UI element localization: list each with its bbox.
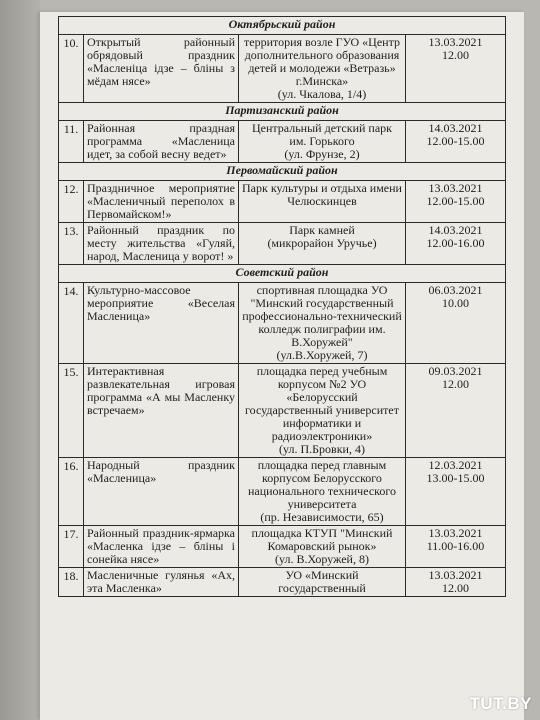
event-location-cell [239,526,406,568]
table-row [59,35,506,103]
event-name: Культурно-массовое мероприятие «Веселая Масленица» [84,283,239,364]
event-location: спортивная площадка УО "Минский государственный профессионально-технический колледж полиграфии им. В.Хоружей" [242,283,402,349]
event-name: Открытый районный обрядовый праздник «Масленіца ідзе – бліны з мёдам нясе» [84,35,239,103]
event-name: Районный праздник по месту жительства «Гуляй, народ, Масленица у ворот! » [84,223,239,265]
event-time: 12.00-15.00 [426,134,485,148]
event-address: (пр. Независимости, 65) [260,510,384,524]
district-title: Советский район [59,265,506,283]
district-title: Партизанский район [59,103,506,121]
event-time: 12.00-16.00 [426,236,485,250]
table-row [59,526,506,568]
event-name: Интерактивная развлекательная игровая программа «А мы Масленку встречаем» [84,364,239,458]
district-header-row [59,17,506,35]
district-header-row [59,163,506,181]
event-date: 13.03.2021 [428,181,483,195]
row-number: 18. [59,568,84,597]
table-row [59,121,506,163]
event-location-cell [239,568,406,597]
event-date: 13.03.2021 [428,35,483,49]
event-address: (ул. Фрунзе, 2) [284,147,360,161]
event-datetime-cell [406,181,506,223]
event-time: 13.00-15.00 [426,471,485,485]
event-time: 12.00 [442,377,469,391]
event-location: площадка перед учебным корпусом №2 УО «Белорусский государственный университет информатики и радиоэлектроники» [245,364,399,443]
event-location: площадка КТУП "Минский Комаровский рынок» [251,526,393,553]
event-address: (ул. В.Хоружей, 8) [275,552,369,566]
event-location-cell [239,364,406,458]
event-name: Праздничное мероприятие «Масленичный переполох в Первомайском!» [84,181,239,223]
event-address: (ул. Чкалова, 1/4) [277,87,367,101]
event-time: 12.00 [442,48,469,62]
event-time: 12.00-15.00 [426,194,485,208]
event-address: (ул.В.Хоружей, 7) [276,348,368,362]
event-location-cell [239,121,406,163]
table-row [59,223,506,265]
event-location: Парк камней [289,223,355,237]
row-number: 17. [59,526,84,568]
event-location-cell [239,181,406,223]
event-location: Парк культуры и отдыха имени Челюскинцев [242,181,402,208]
event-location-cell [239,283,406,364]
event-date: 06.03.2021 [428,283,483,297]
event-location: УО «Минский государственный [278,568,366,595]
event-address: (микрорайон Уручье) [267,236,377,250]
event-location: Центральный детский парк им. Горького [251,121,392,148]
district-header-row [59,265,506,283]
row-number: 15. [59,364,84,458]
event-date: 13.03.2021 [428,568,483,582]
event-location-cell [239,458,406,526]
table-row [59,568,506,597]
event-datetime-cell [406,526,506,568]
row-number: 12. [59,181,84,223]
event-location: территория возле ГУО «Центр дополнительного образования детей и молодежи «Ветразь» г.Минска» [244,35,400,88]
events-table [58,16,506,597]
event-date: 12.03.2021 [428,458,483,472]
background-edge [0,0,40,720]
event-datetime-cell [406,121,506,163]
event-date: 13.03.2021 [428,526,483,540]
row-number: 16. [59,458,84,526]
event-name: Районная праздная программа «Масленица идет, за собой весну ведет» [84,121,239,163]
event-date: 14.03.2021 [428,121,483,135]
district-title: Первомайский район [59,163,506,181]
event-location: площадка перед главным корпусом Белорусского национального технического университета [247,458,397,511]
events-table-body [59,17,506,597]
event-datetime-cell [406,568,506,597]
event-name: Народный праздник «Масленица» [84,458,239,526]
row-number: 14. [59,283,84,364]
watermark-logo: TUT.BY [469,694,532,713]
event-name: Районный праздник-ярмарка «Масленка ідзе – бліны і сонейка нясе» [84,526,239,568]
table-row [59,364,506,458]
table-row [59,283,506,364]
event-datetime-cell [406,364,506,458]
row-number: 13. [59,223,84,265]
event-date: 14.03.2021 [428,223,483,237]
event-datetime-cell [406,35,506,103]
event-address: (ул. П.Бровки, 4) [279,442,365,456]
table-row [59,458,506,526]
event-datetime-cell [406,223,506,265]
district-header-row [59,103,506,121]
row-number: 11. [59,121,84,163]
district-title: Октябрьский район [59,17,506,35]
event-time: 12.00 [442,581,469,595]
event-datetime-cell [406,283,506,364]
event-time: 10.00 [442,296,469,310]
event-location-cell [239,223,406,265]
event-date: 09.03.2021 [428,364,483,378]
event-datetime-cell [406,458,506,526]
row-number: 10. [59,35,84,103]
table-row [59,181,506,223]
event-name: Масленичные гулянья «Ах, эта Масленка» [84,568,239,597]
event-time: 11.00-16.00 [426,539,485,553]
event-location-cell [239,35,406,103]
